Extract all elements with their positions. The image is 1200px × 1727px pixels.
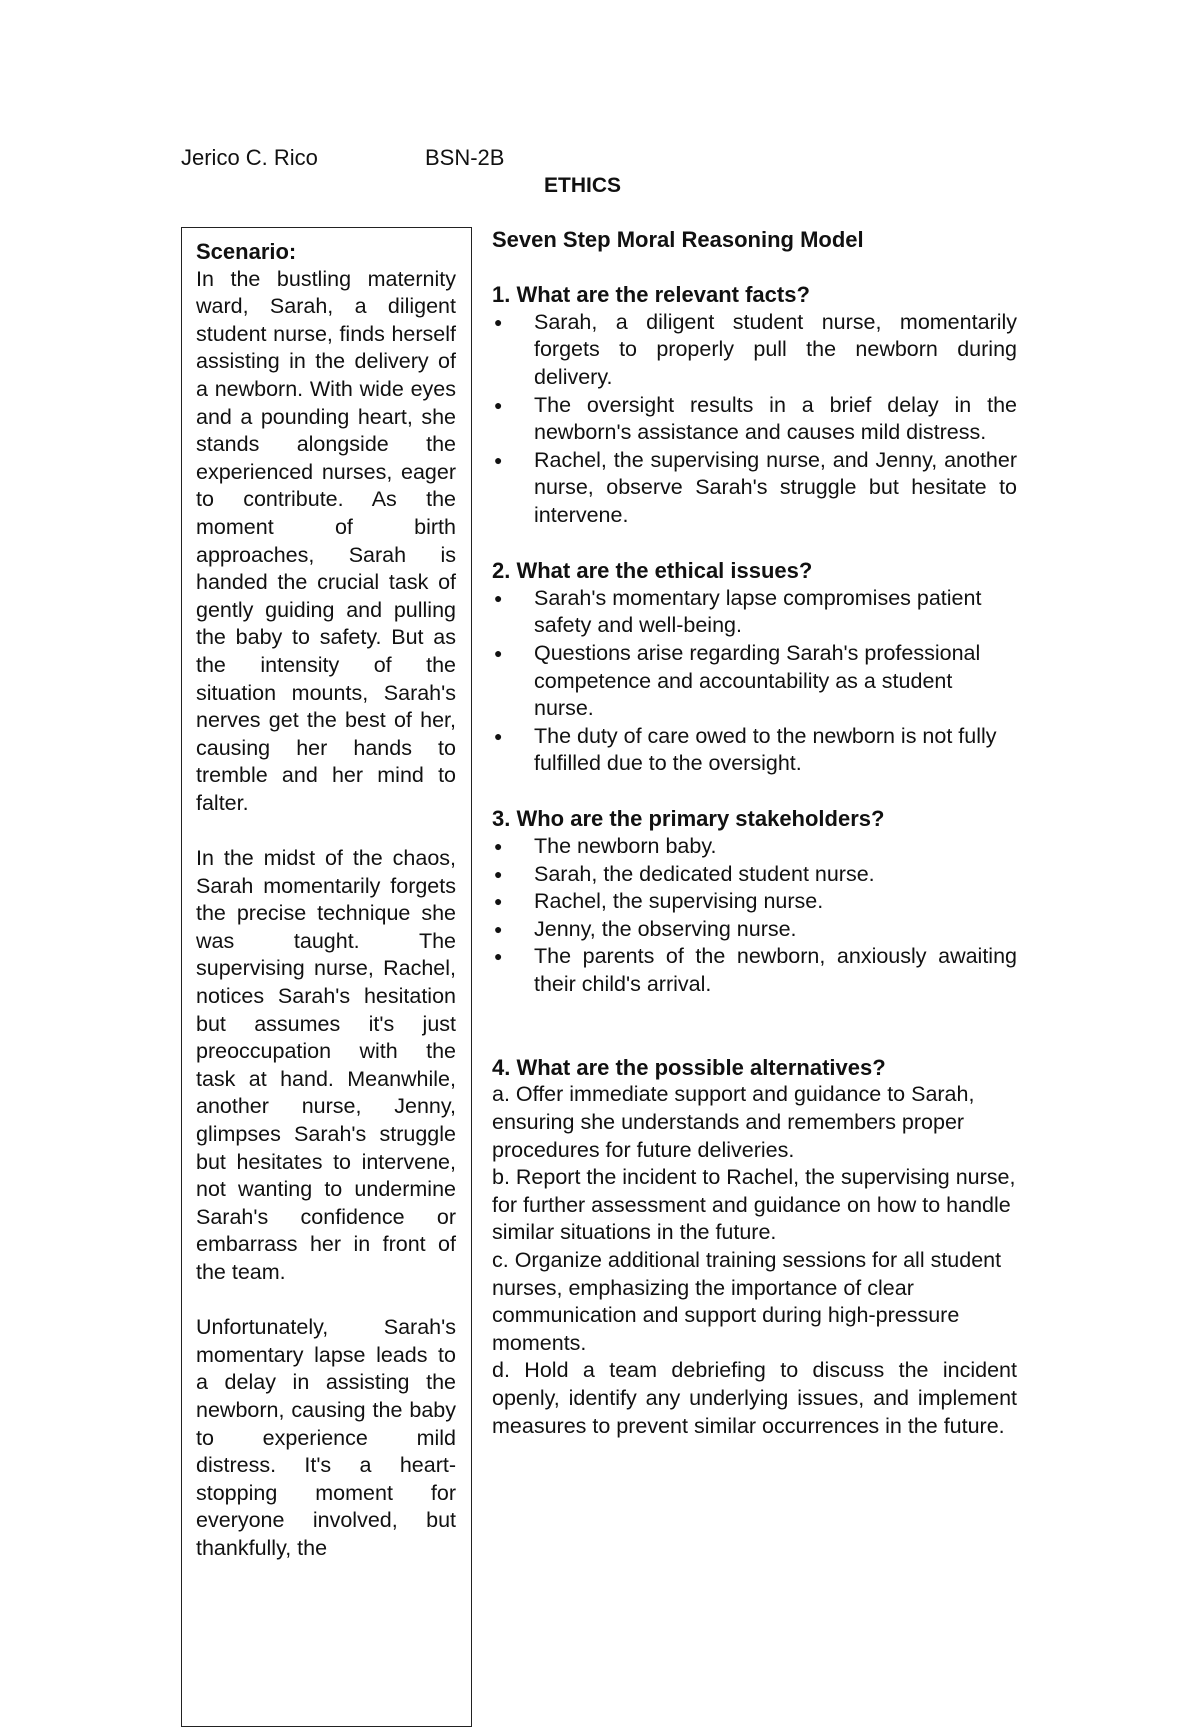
scenario-paragraph: Unfortunately, Sarah's momentary lapse leads to a delay in assisting the newborn, causing the baby to experience mild distress. It's a heart-stopping moment for everyone involved, but thankfully, the <box>196 1315 456 1560</box>
document-title: ETHICS <box>544 174 622 197</box>
bullet-icon: ● <box>494 313 503 330</box>
scenario-paragraph: In the midst of the chaos, Sarah momentarily forgets the precise technique she was taught. The supervising nurse, Rachel, notices Sarah's hesitation but assumes it's just preoccupation with the task at hand. Meanwhile, another nurse, Jenny, glimpses Sarah's struggle but hesitates to intervene, not wanting to undermine Sarah's confidence or embarrass her in front of the team. <box>196 846 456 1284</box>
alternative-a: a. Offer immediate support and guidance to Sarah, ensuring she understands and remembers proper procedures for future deliveries. <box>492 1082 975 1162</box>
bullet-icon: ● <box>494 865 503 882</box>
list-item: ● Jenny, the observing nurse. <box>492 916 1017 944</box>
section-heading: 2. What are the ethical issues? <box>492 558 813 584</box>
scenario-label: Scenario: <box>196 239 297 264</box>
class-section: BSN-2B <box>425 145 505 170</box>
list-item: ● The duty of care owed to the newborn is not fully fulfilled due to the oversight. <box>494 723 997 776</box>
list-item: ● Rachel, the supervising nurse, and Jenny, another nurse, observe Sarah's struggle but hesitate to intervene. <box>494 447 1017 527</box>
alternative-d: d. Hold a team debriefing to discuss the incident openly, identify any underlying issues, and implement measures to prevent similar occurrences in the future. <box>492 1358 1017 1438</box>
section-heading: 4. What are the possible alternatives? <box>492 1054 886 1080</box>
list-item: ● Rachel, the supervising nurse. <box>492 888 1017 916</box>
scenario-paragraph: In the bustling maternity ward, Sarah, a diligent student nurse, finds herself assisting in the delivery of a newborn. With wide eyes and a pounding heart, she stands alongside the experienced nurses, eager to contribute. As the moment of birth approaches, Sarah is handed the crucial task of gently guiding and pulling the baby to safety. But as the intensity of the situation mounts, Sarah's nerves get the best of her, causing her hands to tremble and her mind to falter. <box>196 266 456 815</box>
list-item: ● The newborn baby. <box>492 833 1017 861</box>
bullet-icon: ● <box>494 644 503 661</box>
section-heading: 3. Who are the primary stakeholders? <box>492 806 885 832</box>
bullet-icon: ● <box>494 893 503 910</box>
ethical-issues-list <box>492 585 1017 778</box>
document-header <box>181 145 504 171</box>
bullet-icon: ● <box>494 920 503 937</box>
alternative-c: c. Organize additional training sessions for all student nurses, emphasizing the importance of clear communication and support during high-pressure moments. <box>492 1247 1002 1355</box>
bullet-icon: ● <box>494 396 503 413</box>
author-name: Jerico C. Rico <box>181 145 318 170</box>
list-item: ● The parents of the newborn, anxiously awaiting their child's arrival. <box>494 944 1017 997</box>
list-item: ● Questions arise regarding Sarah's professional competence and accountability as a student nurse. <box>494 640 981 721</box>
bullet-icon: ● <box>494 451 503 468</box>
list-item: ● The oversight results in a brief delay in the newborn's assistance and causes mild distress. <box>494 392 1017 445</box>
section-heading: 1. What are the relevant facts? <box>492 282 810 308</box>
list-item: ● Sarah's momentary lapse compromises patient safety and well-being. <box>494 585 982 638</box>
moral-reasoning-model <box>492 226 1017 1440</box>
scenario-box <box>181 227 472 1727</box>
list-item: ● Sarah, the dedicated student nurse. <box>492 861 1017 889</box>
facts-list <box>492 309 1017 530</box>
bullet-icon: ● <box>494 589 503 606</box>
bullet-icon: ● <box>494 838 503 855</box>
bullet-icon: ● <box>494 727 503 744</box>
bullet-icon: ● <box>494 948 503 965</box>
list-item: ● Sarah, a diligent student nurse, momentarily forgets to properly pull the newborn during delivery. <box>494 309 1017 389</box>
model-title: Seven Step Moral Reasoning Model <box>492 227 864 252</box>
stakeholders-list <box>492 833 1017 999</box>
alternative-b: b. Report the incident to Rachel, the supervising nurse, for further assessment and guidance on how to handle similar situations in the future. <box>492 1165 1016 1245</box>
